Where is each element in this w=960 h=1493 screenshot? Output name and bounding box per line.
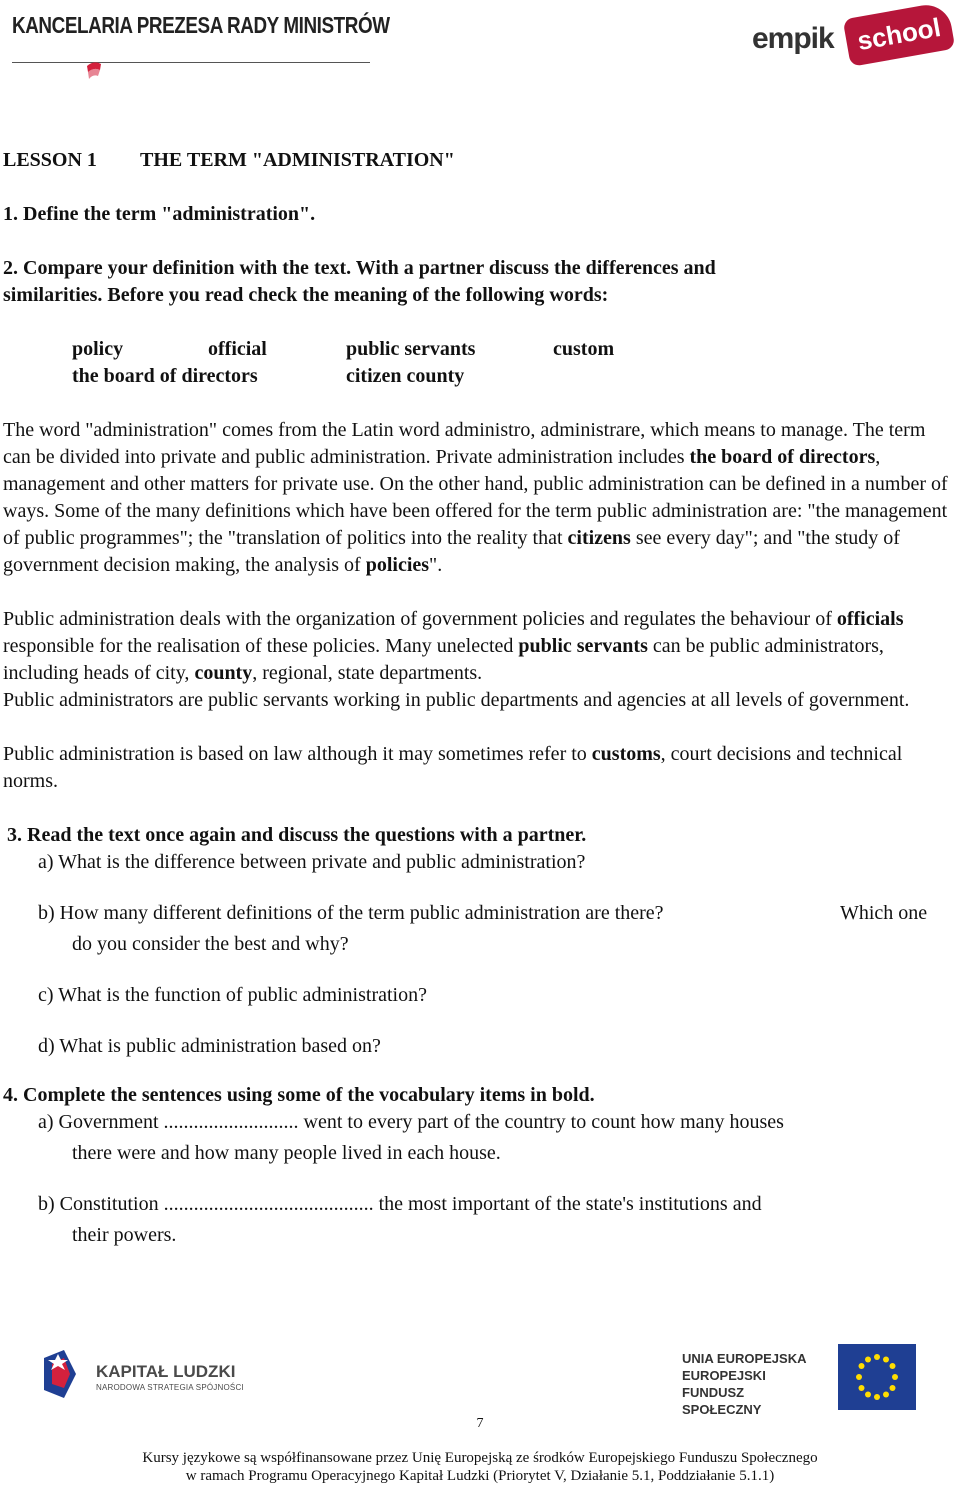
task-3-question-c: c) What is the function of public administration?	[38, 984, 427, 1006]
vocab-custom: custom	[553, 338, 615, 360]
empik-logo-text: empik	[752, 22, 834, 55]
bold-term: public servants	[518, 635, 648, 657]
task-4-sentence-b: b) Constitution .......................................... the most important of the state's institutions and	[38, 1193, 762, 1215]
kapital-ludzki-title: KAPITAŁ LUDZKI	[96, 1362, 236, 1381]
school-badge: school	[843, 1, 956, 67]
footer-note-1: Kursy językowe są współfinansowane przez Unię Europejską ze środków Europejskiego Funduszu Społecznego	[142, 1450, 818, 1466]
page-number: 7	[476, 1416, 484, 1431]
task-4-heading: 4. Complete the sentences using some of the vocabulary items in bold.	[3, 1084, 595, 1106]
paragraph-1: The word "administration" comes from the Latin word administro, administrare, which means to manage. The term can be divided into private and public administration. Private administration includes the board of directors, management and other matters for private use. On the other hand, public administration can be defined in a number of ways. Some of the many definitions which have been offered for the term public administration are: "the management of public programmes"; the "translation of politics into the reality that citizens see every day"; and "the study of government decision making, the analysis of policies".	[3, 419, 948, 576]
bold-term: customs	[591, 743, 661, 765]
lesson-title: THE TERM "ADMINISTRATION"	[140, 149, 455, 171]
task-4-sentence-a-cont: there were and how many people lived in each house.	[72, 1142, 501, 1164]
paragraph-2: Public administration deals with the organization of government policies and regulates the behaviour of officials responsible for the realisation of these policies. Many unelected public servants can be public administrators, including heads of city, county, regional, state departments.	[3, 608, 904, 684]
kprm-logo-text: KANCELARIA PREZESA RADY MINISTRÓW	[12, 12, 390, 38]
task-3-question-b-cont: do you consider the best and why?	[72, 933, 349, 955]
task-3-question-d: d) What is public administration based on?	[38, 1035, 381, 1057]
vocab-official: official	[208, 338, 267, 360]
task-1: 1. Define the term "administration".	[3, 203, 316, 225]
paragraph-3: Public administrators are public servants working in public departments and agencies at all levels of government.	[3, 689, 910, 711]
header-divider	[12, 62, 370, 63]
vocab-board-of-directors: the board of directors	[72, 365, 258, 387]
bold-term: officials	[836, 608, 904, 630]
task-3-question-b: b) How many different definitions of the term public administration are there?	[38, 902, 664, 924]
bold-term: citizens	[567, 527, 631, 549]
vocab-citizen-county: citizen county	[346, 365, 465, 387]
lesson-number: LESSON 1	[3, 149, 97, 171]
task-2-line-1: 2. Compare your definition with the text. With a partner discuss the differences and	[3, 257, 716, 279]
task-4-sentence-b-cont: their powers.	[72, 1224, 177, 1246]
vocab-public-servants: public servants	[346, 338, 476, 360]
task-3-question-b-end: Which one	[840, 902, 928, 924]
task-2-line-2: similarities. Before you read check the meaning of the following words:	[3, 284, 609, 306]
vocab-policy: policy	[72, 338, 124, 360]
footer-note-2: w ramach Programu Operacyjnego Kapitał Ludzki (Priorytet V, Działanie 5.1, Poddziałanie 5.1.1)	[185, 1468, 775, 1484]
eu-flag-icon	[838, 1344, 916, 1410]
bold-term: policies	[365, 554, 430, 576]
kapital-ludzki-subtitle: NARODOWA STRATEGIA SPÓJNOŚCI	[96, 1383, 244, 1392]
bold-term: the board of directors	[689, 446, 876, 468]
kapital-ludzki-logo-icon	[42, 1348, 78, 1400]
paragraph-4: Public administration is based on law although it may sometimes refer to customs, court decisions and technical norms.	[3, 743, 903, 792]
task-3-heading: 3. Read the text once again and discuss the questions with a partner.	[7, 824, 587, 846]
bold-term: county	[194, 662, 253, 684]
eu-fund-text: UNIA EUROPEJSKA EUROPEJSKI FUNDUSZ SPOŁECZNY	[682, 1351, 807, 1417]
task-3-question-a: a) What is the difference between private and public administration?	[38, 851, 586, 873]
polish-flag-icon	[84, 58, 104, 82]
task-4-sentence-a: a) Government ........................... went to every part of the country to count how many houses	[38, 1111, 784, 1133]
